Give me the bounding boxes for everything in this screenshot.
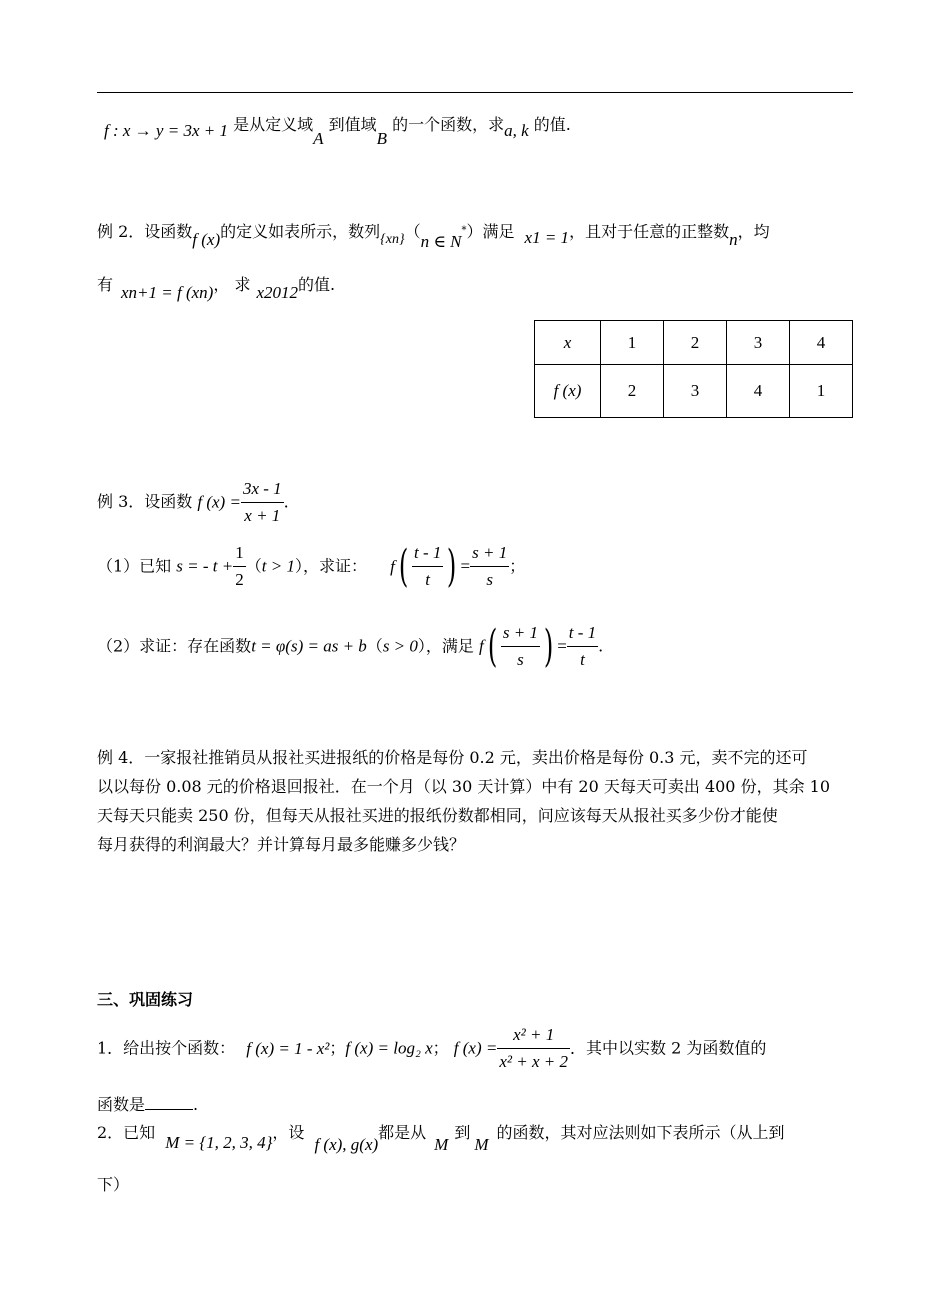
math-n: n <box>729 230 738 249</box>
text: ），满足 <box>417 636 474 656</box>
paragraph-line: 以以每份 0.08 元的价格退回报社．在一个月（以 30 天计算）中有 20 天每天可卖出 400 份，其余 10 <box>97 777 831 796</box>
table-cell: 1 <box>790 365 853 418</box>
text: 有 <box>97 275 114 294</box>
math-f1: f (x) = 1 - x² <box>246 1038 330 1058</box>
text: （ <box>404 222 421 241</box>
text: （2）求证：存在函数 <box>97 636 252 656</box>
text: . <box>283 492 289 512</box>
math-recurrence: xn+1 = f (xn) <box>121 283 214 302</box>
fraction: $\frac{3x - 1}{x + 1}$ <box>241 476 284 529</box>
example-3-part-1: （1）已知 s = - t + $\frac{1}{2}$ （t > 1），求证： f( $\frac{t - 1}{t}$ ) = $\frac{s + 1}{s}$ ； <box>97 540 526 592</box>
table-cell: 3 <box>727 321 790 365</box>
text: ）满足 <box>466 222 515 241</box>
continuation-line <box>104 112 571 152</box>
example-3-line <box>97 476 289 529</box>
paragraph-line: 例 4．一家报社推销员从报社买进报纸的价格是每份 0.2 元，卖出价格是每份 0.3 元，卖不完的还可 <box>97 748 808 767</box>
table-cell: 2 <box>601 365 664 418</box>
table-cell: 3 <box>664 365 727 418</box>
section-heading: 三、巩固练习 <box>97 990 194 1009</box>
table-header-fx: f (x) <box>535 365 601 418</box>
math-n-in-n: n ∈ N <box>420 232 462 251</box>
math-eq: = <box>460 556 471 576</box>
table-cell: 4 <box>790 321 853 365</box>
table-header-x: x <box>535 321 601 365</box>
math-fg: f (x), g(x) <box>314 1135 379 1154</box>
fraction-half: $\frac{1}{2}$ <box>233 540 246 593</box>
math-set-m: M = {1, 2, 3, 4} <box>165 1133 273 1152</box>
math-sequence: {xn} <box>380 232 405 247</box>
map-expression: f : x → y = 3x + 1 <box>104 121 228 140</box>
text: 的值. <box>533 115 571 134</box>
text: ，均 <box>737 222 770 241</box>
text: 函数是 <box>97 1095 146 1114</box>
math-f: f <box>390 556 395 576</box>
exercise-1-line <box>97 1022 766 1075</box>
text: 到 <box>454 1123 471 1142</box>
math-t-phi: t = φ(s) = as + b <box>251 636 367 656</box>
math-condition: s > 0 <box>382 636 418 656</box>
text: 2．已知 <box>97 1123 156 1142</box>
text: ； <box>329 1038 346 1058</box>
math-s: s = - t + <box>176 556 234 576</box>
ak-vars: a, k <box>504 121 529 140</box>
math-f2: f (x) = log₂ x <box>345 1038 433 1058</box>
text: 的值. <box>298 275 336 294</box>
table-cell: 1 <box>601 321 664 365</box>
text: ； <box>509 556 526 576</box>
exercise-2-line <box>97 1120 785 1158</box>
math-fx: f (x) <box>192 230 221 249</box>
text: . <box>193 1095 199 1114</box>
example-label: 例 2．设函数 <box>97 222 193 241</box>
text: ，设 <box>272 1123 305 1142</box>
text: ， 求 <box>213 275 251 294</box>
example-2-line-1: 例 2．设函数f (x)的定义如表所示，数列{xn}（n ∈ N*）满足 x1 = 1，且对于任意的正整数n，均 <box>97 222 770 251</box>
set-a: A <box>313 129 324 148</box>
exercise-1-line-2 <box>97 1092 198 1118</box>
fraction: $\frac{t - 1}{t}$ <box>567 620 598 673</box>
text: ），求证： <box>294 556 367 576</box>
math-m: M <box>474 1135 489 1154</box>
text: 的一个函数，求 <box>392 115 505 134</box>
table-cell: 2 <box>664 321 727 365</box>
text: （1）已知 <box>97 556 172 576</box>
text: （ <box>366 636 383 656</box>
text: ； <box>432 1038 449 1058</box>
header-rule <box>97 92 853 93</box>
set-b: B <box>376 129 387 148</box>
text: 1．给出按个函数： <box>97 1038 236 1058</box>
paragraph-line: 天每天只能卖 250 份，但每天从报社买进的报纸份数都相同，问应该每天从报社买多少份才能使 <box>97 806 778 825</box>
math-f3-lhs: f (x) = <box>453 1038 498 1058</box>
example-label: 例 3．设函数 <box>97 492 193 511</box>
text: 都是从 <box>378 1123 427 1142</box>
example-2-line-2 <box>97 272 335 306</box>
text: 到值域 <box>328 115 377 134</box>
example-3-part-2: （2）求证：存在函数t = φ(s) = as + b（s > 0），满足 f( $\frac{s + 1}{s}$ ) = $\frac{t - 1}{t}$ . <box>97 620 604 672</box>
function-table <box>534 320 853 418</box>
math-condition: t > 1 <box>261 556 295 576</box>
paragraph-line: 每月获得的利润最大？并计算每月最多能赚多少钱？ <box>97 835 466 854</box>
fraction: $\frac{t - 1}{t}$ <box>412 540 443 593</box>
fraction: $\frac{\text{x² + 1}}{\text{x² + x + 2}}$ <box>497 1022 570 1075</box>
fraction: $\frac{s + 1}{s}$ <box>470 540 509 593</box>
text: ．其中以实数 2 为函数值的 <box>569 1038 767 1058</box>
math-eq: = <box>557 636 567 656</box>
math-f: f <box>479 636 484 656</box>
exercise-2-line-2: 下） <box>97 1175 130 1194</box>
text: ，且对于任意的正整数 <box>569 222 730 241</box>
math-fx: f (x) = <box>197 492 241 512</box>
text: （ <box>245 556 262 576</box>
text: . <box>598 636 604 656</box>
math-x1: x1 = 1 <box>524 228 570 247</box>
text: 的定义如表所示，数列 <box>220 222 381 241</box>
math-x2012: x2012 <box>256 283 298 302</box>
table-cell: 4 <box>727 365 790 418</box>
example-4-paragraph <box>97 743 857 859</box>
text: 的函数，其对应法则如下表所示（从上到 <box>496 1123 785 1142</box>
fraction: $\frac{s + 1}{s}$ <box>501 620 540 673</box>
text: 是从定义域 <box>233 115 314 134</box>
math-m: M <box>434 1135 449 1154</box>
answer-blank[interactable] <box>145 1109 193 1110</box>
